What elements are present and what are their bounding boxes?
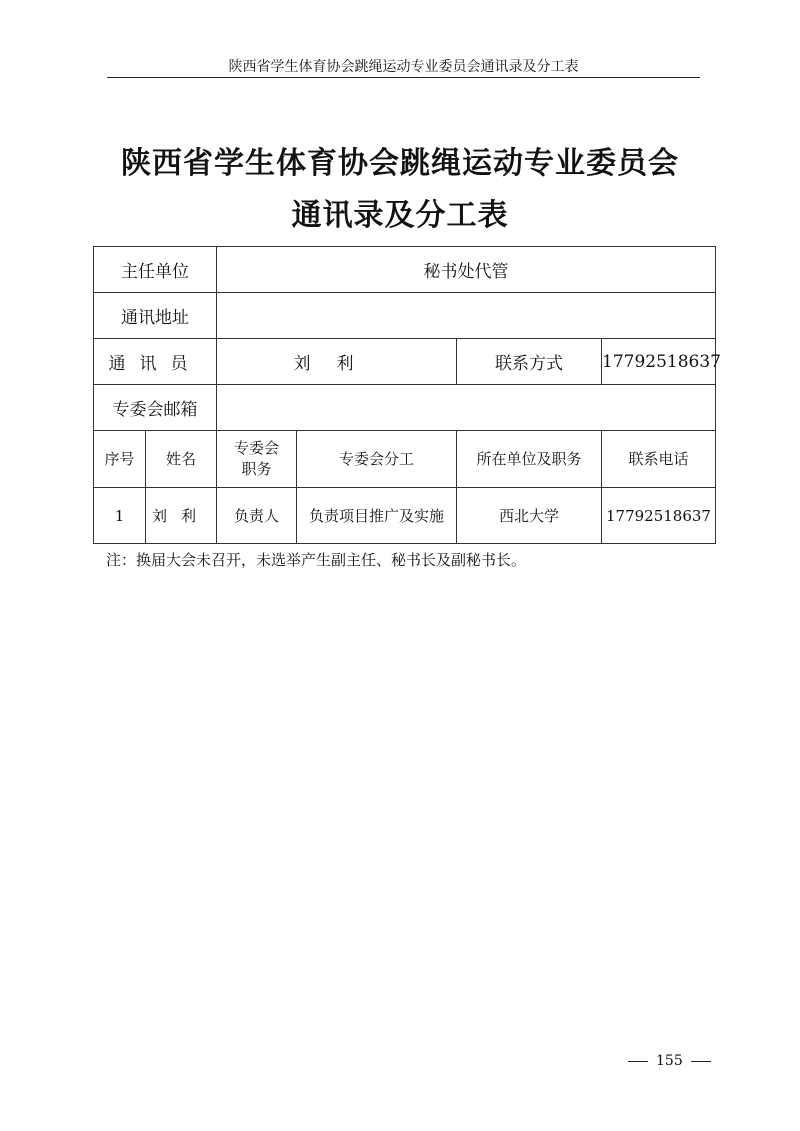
cell-index: 1 bbox=[94, 488, 146, 544]
phone-label: 联系方式 bbox=[457, 339, 602, 385]
footnote: 注：换届大会未召开，未选举产生副主任、秘书长及副秘书长。 bbox=[106, 551, 527, 569]
running-header: 陕西省学生体育协会跳绳运动专业委员会通讯录及分工表 bbox=[228, 59, 579, 75]
page-dash-right bbox=[691, 1061, 711, 1062]
header-rule bbox=[107, 77, 700, 78]
email-label: 专委会邮箱 bbox=[94, 385, 217, 431]
document-title-line-2: 通讯录及分工表 bbox=[291, 198, 509, 233]
header-index: 序号 bbox=[94, 431, 146, 488]
address-row bbox=[94, 293, 716, 339]
email-row bbox=[94, 385, 716, 431]
page-number-value: 155 bbox=[656, 1053, 683, 1069]
cell-position: 负责人 bbox=[217, 488, 297, 544]
page-dash-left bbox=[628, 1061, 648, 1062]
member-header-row bbox=[94, 431, 716, 488]
host-unit-row bbox=[94, 247, 716, 293]
header-phone: 联系电话 bbox=[602, 431, 716, 488]
address-value bbox=[217, 293, 716, 339]
header-position: 专委会 职务 bbox=[217, 431, 297, 488]
contact-row bbox=[94, 339, 716, 385]
cell-affiliation: 西北大学 bbox=[457, 488, 602, 544]
host-unit-value: 秘书处代管 bbox=[217, 247, 716, 293]
page-number bbox=[620, 1052, 719, 1070]
cell-phone: 17792518637 bbox=[602, 488, 716, 544]
contact-value: 刘利 bbox=[217, 339, 457, 385]
document-title-line-1: 陕西省学生体育协会跳绳运动专业委员会 bbox=[121, 146, 679, 181]
header-affiliation: 所在单位及职务 bbox=[457, 431, 602, 488]
directory-table bbox=[93, 246, 721, 544]
host-unit-label: 主任单位 bbox=[94, 247, 217, 293]
cell-name: 刘利 bbox=[146, 488, 217, 544]
phone-value: 17792518637 bbox=[602, 339, 716, 385]
email-value bbox=[217, 385, 716, 431]
address-label: 通讯地址 bbox=[94, 293, 217, 339]
cell-division: 负责项目推广及实施 bbox=[297, 488, 457, 544]
header-name: 姓名 bbox=[146, 431, 217, 488]
header-division: 专委会分工 bbox=[297, 431, 457, 488]
table-row bbox=[94, 488, 716, 544]
contact-label: 通讯员 bbox=[94, 339, 217, 385]
